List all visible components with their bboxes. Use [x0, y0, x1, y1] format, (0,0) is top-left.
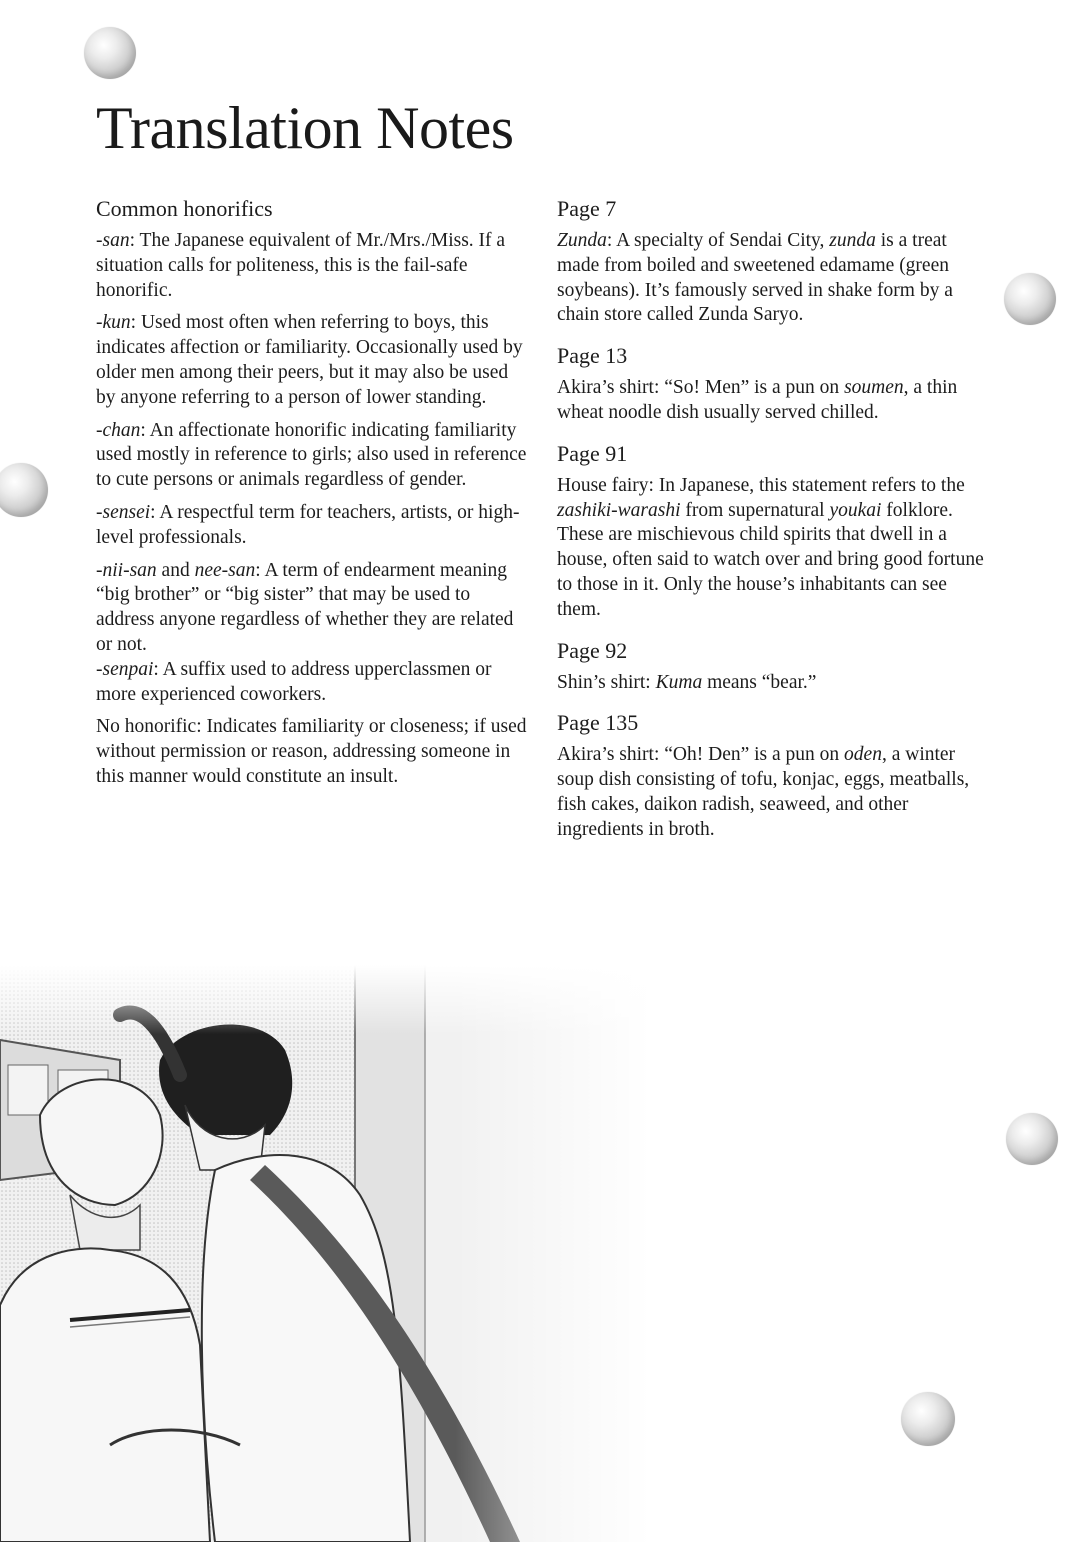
honorific-definition: : A suffix used to address upperclassmen or more experienced coworkers.: [96, 658, 492, 705]
note-label: House fairy:: [557, 474, 654, 496]
honorific-entry-chan: [96, 419, 528, 493]
note-italic-term: Kuma: [655, 671, 703, 693]
honorific-term: -senpai: [96, 658, 154, 680]
note-page-heading: Page 91: [557, 440, 628, 466]
note-body: folklore. These are mischievous child spirits that dwell in a house, often said to watch over and bring good fortune to those in it. Only the house’s inhabitants can see them.: [557, 499, 984, 620]
note-italic-term: zunda: [829, 230, 876, 251]
note-page-heading: Page 92: [557, 637, 628, 663]
note-italic-term: youkai: [829, 499, 882, 521]
note-text: [557, 376, 989, 426]
note-italic-term: oden: [844, 744, 882, 766]
honorific-term: -san: [96, 230, 130, 251]
honorific-entry-nii-san: [96, 559, 528, 658]
bubble-decoration-icon: [901, 1392, 955, 1446]
honorific-term: -sensei: [96, 501, 151, 523]
note-page-7: [557, 195, 989, 328]
note-body: “So! Men” is a pun on: [659, 377, 845, 399]
note-body: from supernatural: [680, 499, 830, 521]
honorific-term: -nii-san: [96, 559, 157, 581]
honorific-entry-sensei: [96, 501, 528, 551]
honorific-definition: : Indicates familiarity or closeness; if used without permission or reason, addressing someone in this manner would constitute an insult.: [96, 716, 527, 787]
honorific-entry-san: [96, 229, 528, 303]
bubble-decoration-icon: [0, 463, 48, 517]
note-page-heading: Page 135: [557, 710, 639, 736]
note-page-135: [557, 709, 989, 842]
note-text: [557, 229, 989, 328]
note-label: Shin’s shirt:: [557, 671, 651, 693]
honorific-entry-none: [96, 715, 528, 789]
note-page-heading: Page 7: [557, 196, 617, 221]
bubble-decoration-icon: [1006, 1113, 1058, 1165]
page-title: Translation Notes: [96, 95, 514, 161]
honorific-definition: : Used most often when referring to boys, this indicates affection or familiarity. Occasionally used by older men among their peers, but it may also be used by anyone referring to a person of lower standing.: [96, 312, 523, 408]
note-page-92: [557, 637, 989, 696]
note-text: [557, 671, 989, 696]
honorifics-column: [96, 195, 528, 798]
honorific-definition: : An affectionate honorific indicating familiarity used mostly in reference to girls; also used in reference to cute persons or animals regardless of gender.: [96, 419, 527, 491]
bubble-decoration-icon: [84, 27, 136, 79]
note-label: Akira’s shirt:: [557, 377, 660, 399]
honorific-entry-senpai: [96, 658, 528, 708]
note-italic-term: soumen: [844, 377, 904, 399]
honorific-entry-kun: [96, 311, 528, 410]
bubble-decoration-icon: [1004, 273, 1056, 325]
note-body: , a winter soup dish consisting of tofu, konjac, eggs, meatballs, fish cakes, daikon radish, seaweed, and other ingredients in broth.: [557, 744, 970, 840]
note-page-heading: Page 13: [557, 343, 628, 369]
note-body: In Japanese, this statement refers to the: [653, 474, 965, 496]
note-text: [557, 743, 989, 842]
note-text: [557, 474, 989, 623]
honorific-conjunction: and: [156, 559, 195, 581]
honorific-term: -chan: [96, 419, 141, 441]
note-body: means “bear.”: [702, 671, 817, 693]
note-body: is a treat made from boiled and sweetened edamame (green soybeans). It’s famously served in shake form by a chain store called Zunda Saryo.: [557, 230, 953, 326]
honorific-term: nee-san: [194, 559, 256, 581]
note-page-13: [557, 342, 989, 426]
note-body: “Oh! Den” is a pun on: [659, 744, 845, 766]
honorifics-heading: Common honorifics: [96, 196, 273, 221]
note-label: Zunda: [557, 230, 607, 251]
honorific-definition: : A term of endearment meaning “big brother” or “big sister” that may be used to address anyone regardless of whether they are related or not.: [96, 559, 514, 655]
note-body: , a thin wheat noodle dish usually served chilled.: [557, 377, 958, 423]
honorific-definition: : The Japanese equivalent of Mr./Mrs./Miss. If a situation calls for politeness, this is the fail-safe honorific.: [96, 230, 506, 301]
page-notes-column: [557, 195, 989, 857]
note-label: Akira’s shirt:: [557, 744, 660, 766]
note-page-91: [557, 440, 989, 623]
manga-illustration-icon: [0, 965, 650, 1542]
note-italic-term: zashiki-warashi: [557, 499, 681, 521]
honorific-definition: : A respectful term for teachers, artists, or high-level professionals.: [96, 501, 520, 548]
honorific-term: No honorific: [96, 716, 197, 738]
honorific-term: -kun: [96, 312, 131, 334]
note-body: : A specialty of Sendai City,: [606, 230, 830, 251]
